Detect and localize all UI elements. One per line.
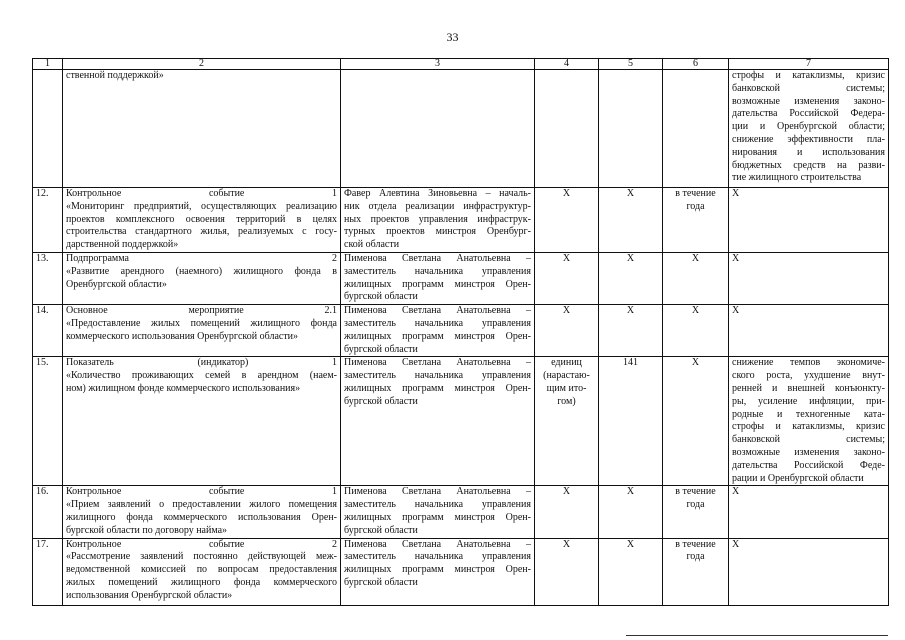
- text-line: бургской области: [344, 343, 418, 355]
- value-cell: [599, 252, 663, 304]
- unit-cell: [535, 70, 599, 188]
- unit-cell: [535, 188, 599, 253]
- text-line: банковской системы;: [732, 434, 885, 446]
- row-number-cell: 12.: [33, 188, 63, 253]
- text-line: заместитель начальника управления: [344, 499, 531, 511]
- text-line: в течение: [675, 486, 716, 498]
- deadline-cell: [663, 538, 729, 605]
- header-cell: 1: [33, 59, 63, 70]
- text-line: года: [686, 499, 705, 511]
- deadline-cell: [663, 188, 729, 253]
- text-line: ской области: [344, 239, 400, 251]
- text-line: X: [626, 252, 635, 264]
- text-line: строительства стандартного жилья, реализуемых с госу-: [66, 226, 337, 238]
- text-line: бургской области: [344, 395, 418, 407]
- text-line: ции и Оренбургской области;: [732, 121, 885, 133]
- event-name-cell: [63, 357, 341, 486]
- text-line: «Рассмотрение заявлений постоянно действующей меж-: [66, 551, 337, 563]
- text-line: коммерческого использования Оренбургской области»: [66, 330, 299, 342]
- value-cell: [599, 486, 663, 538]
- text-line: жилищного фонда коммерческого использования Орен-: [66, 511, 337, 523]
- text-line: нирования и использования: [732, 146, 885, 158]
- text-line: бургской области: [344, 524, 418, 536]
- text-line: «Прием заявлений о предоставлении жилого помещения: [66, 499, 337, 511]
- risks-cell: [729, 252, 889, 304]
- text-line: заместитель начальника управления: [344, 265, 531, 277]
- deadline-cell: [663, 252, 729, 304]
- event-name-cell: [63, 252, 341, 304]
- value-cell: [599, 70, 663, 188]
- text-line: X: [626, 188, 635, 199]
- text-line: «Количество проживающих семей в арендном (наем-: [66, 370, 337, 382]
- text-line: 141: [623, 357, 638, 369]
- text-line: жилищных программ минстроя Орен-: [344, 564, 531, 576]
- text-line: «Развитие арендного (наемного) жилищного фонда в: [66, 265, 337, 277]
- text-line: Пименова Светлана Анатольевна –: [344, 538, 531, 550]
- plan-table: [32, 58, 889, 606]
- text-line: Контрольное событие 2: [66, 538, 337, 550]
- text-line: жилищных программ минстроя Орен-: [344, 330, 531, 342]
- text-line: Пименова Светлана Анатольевна –: [344, 486, 531, 498]
- text-line: ном) жилищном фонде коммерческого использования»: [66, 382, 301, 394]
- text-line: ведомственной комиссией по вопросам предоставления: [66, 564, 337, 576]
- risks-cell: [729, 357, 889, 486]
- text-line: года: [686, 551, 705, 563]
- text-line: (нарастаю-: [543, 370, 590, 382]
- row-number-cell: 13.: [33, 252, 63, 304]
- text-line: родные и техногенные ката-: [732, 408, 885, 420]
- row-number-cell: 15.: [33, 357, 63, 486]
- text-line: Подпрограмма 2: [66, 252, 337, 264]
- text-line: X: [626, 486, 635, 498]
- text-line: года: [686, 200, 705, 212]
- row-number-cell: 16.: [33, 486, 63, 538]
- unit-cell: [535, 486, 599, 538]
- text-line: X: [626, 305, 635, 317]
- text-line: X: [732, 538, 740, 550]
- risks-cell: [729, 70, 889, 188]
- text-line: X: [732, 486, 740, 498]
- event-name-cell: [63, 305, 341, 357]
- deadline-cell: [663, 486, 729, 538]
- text-line: X: [732, 305, 740, 317]
- text-line: строфы и катаклизмы, кризис: [732, 421, 885, 433]
- text-line: гом): [557, 395, 576, 407]
- header-cell: 3: [341, 59, 535, 70]
- text-line: бургской области по договору найма»: [66, 524, 228, 536]
- event-name-cell: [63, 70, 341, 188]
- text-line: проектов комплексного освоения территорий в целях: [66, 213, 337, 225]
- text-line: строфы и катаклизмы, кризис: [732, 70, 885, 81]
- header-cell: 6: [663, 59, 729, 70]
- table-row: [33, 357, 889, 486]
- deadline-cell: [663, 357, 729, 486]
- text-line: X: [562, 486, 571, 498]
- text-line: в течение: [675, 188, 716, 199]
- responsible-cell: [341, 188, 535, 253]
- text-line: тие жилищного строительства: [732, 172, 862, 184]
- text-line: ственной поддержкой»: [66, 70, 164, 81]
- text-line: возможные изменения законо-: [732, 446, 885, 458]
- value-cell: [599, 357, 663, 486]
- text-line: X: [691, 357, 700, 369]
- unit-cell: [535, 305, 599, 357]
- text-line: ник отдела реализации инфраструктур-: [344, 200, 531, 212]
- text-line: заместитель начальника управления: [344, 317, 531, 329]
- page-number: 33: [446, 30, 459, 44]
- text-line: Пименова Светлана Анатольевна –: [344, 252, 531, 264]
- text-line: бургской области: [344, 576, 418, 588]
- risks-cell: [729, 486, 889, 538]
- text-line: X: [732, 252, 740, 264]
- text-line: дарственной поддержкой»: [66, 239, 179, 251]
- responsible-cell: [341, 357, 535, 486]
- text-line: ренней и внешней конъюнкту-: [732, 382, 885, 394]
- risks-cell: [729, 538, 889, 605]
- row-number-cell: 14.: [33, 305, 63, 357]
- row-number-cell: 17.: [33, 538, 63, 605]
- text-line: X: [691, 305, 700, 317]
- text-line: «Предоставление жилых помещений жилищного фонда: [66, 317, 337, 329]
- text-line: Пименова Светлана Анатольевна –: [344, 305, 531, 317]
- value-cell: [599, 188, 663, 253]
- unit-cell: [535, 357, 599, 486]
- text-line: X: [732, 188, 740, 199]
- text-line: X: [626, 538, 635, 550]
- text-line: бургской области: [344, 291, 418, 303]
- table-row: [33, 188, 889, 253]
- text-line: ных проектов управления инфраструк-: [344, 213, 531, 225]
- text-line: щим ито-: [546, 382, 587, 394]
- responsible-cell: [341, 70, 535, 188]
- table-row: [33, 70, 889, 188]
- header-row: [33, 59, 889, 70]
- risks-cell: [729, 188, 889, 253]
- unit-cell: [535, 252, 599, 304]
- responsible-cell: [341, 486, 535, 538]
- event-name-cell: [63, 188, 341, 253]
- text-line: Пименова Светлана Анатольевна –: [344, 357, 531, 369]
- text-line: «Мониторинг предприятий, осуществляющих реализацию: [66, 200, 337, 212]
- text-line: бюджетных средств на разви-: [732, 159, 885, 171]
- responsible-cell: [341, 305, 535, 357]
- header-cell: 5: [599, 59, 663, 70]
- header-cell: 4: [535, 59, 599, 70]
- text-line: жилых помещений жилищного фонда коммерческого: [66, 576, 337, 588]
- deadline-cell: [663, 70, 729, 188]
- text-line: Контрольное событие 1: [66, 188, 337, 199]
- text-line: жилищных программ минстроя Орен-: [344, 382, 531, 394]
- text-line: банковской системы;: [732, 82, 885, 94]
- table-row: [33, 252, 889, 304]
- text-line: Показатель (индикатор) 1: [66, 357, 337, 369]
- deadline-cell: [663, 305, 729, 357]
- header-cell: 7: [729, 59, 889, 70]
- text-line: X: [562, 305, 571, 317]
- text-line: использования Оренбургской области»: [66, 589, 233, 601]
- text-line: возможные изменения законо-: [732, 95, 885, 107]
- text-line: в течение: [675, 538, 716, 550]
- event-name-cell: [63, 538, 341, 605]
- responsible-cell: [341, 252, 535, 304]
- responsible-cell: [341, 538, 535, 605]
- text-line: Фавер Алевтина Зиновьевна – началь-: [344, 188, 531, 199]
- value-cell: [599, 305, 663, 357]
- bottom-rule: [626, 635, 888, 636]
- text-line: ры, усиление инфляции, при-: [732, 395, 885, 407]
- text-line: Контрольное событие 1: [66, 486, 337, 498]
- header-cell: 2: [63, 59, 341, 70]
- text-line: дательства Российской Феде-: [732, 459, 885, 471]
- table-row: [33, 486, 889, 538]
- text-line: жилищных программ минстроя Орен-: [344, 511, 531, 523]
- text-line: X: [562, 252, 571, 264]
- text-line: заместитель начальника управления: [344, 551, 531, 563]
- text-line: ского роста, ухудшение внут-: [732, 370, 885, 382]
- text-line: X: [562, 188, 571, 199]
- table-row: [33, 305, 889, 357]
- text-line: дательства Российской Федера-: [732, 108, 885, 120]
- text-line: турных проектов минстроя Оренбург-: [344, 226, 531, 238]
- unit-cell: [535, 538, 599, 605]
- text-line: заместитель начальника управления: [344, 370, 531, 382]
- row-number-cell: [33, 70, 63, 188]
- text-line: снижение эффективности пла-: [732, 133, 885, 145]
- text-line: рации и Оренбургской области: [732, 472, 864, 484]
- risks-cell: [729, 305, 889, 357]
- text-line: жилищных программ минстроя Орен-: [344, 278, 531, 290]
- event-name-cell: [63, 486, 341, 538]
- table-body: [33, 70, 889, 606]
- value-cell: [599, 538, 663, 605]
- table-row: [33, 538, 889, 605]
- text-line: снижение темпов экономиче-: [732, 357, 885, 369]
- text-line: X: [691, 252, 700, 264]
- text-line: Оренбургской области»: [66, 278, 167, 290]
- text-line: X: [562, 538, 571, 550]
- text-line: Основное мероприятие 2.1: [66, 305, 337, 317]
- text-line: единиц: [551, 357, 582, 369]
